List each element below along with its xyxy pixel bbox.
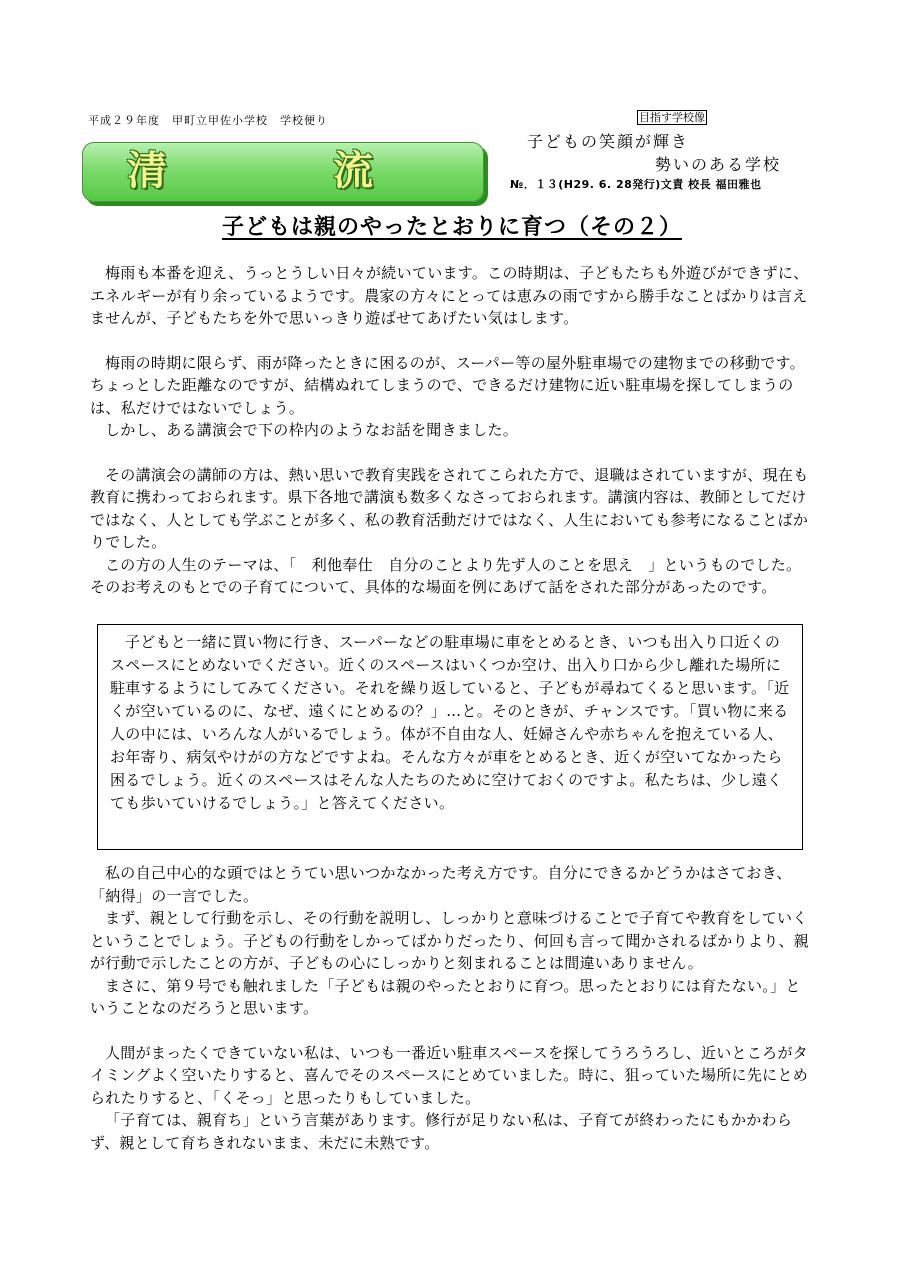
paragraph: 「子育ては、親育ち」という言葉があります。修行が足りない私は、子育てが終わったにもかかわらず、親として育ちきれないまま、未だに未熟です。 [90,1111,793,1152]
paragraph: この方の人生のテーマは、「 利他奉仕 自分のことより先ず人のことを思え 」というものでした。そのお考えのもとでの子育てについて、具体的な場面を例にあげて話をされた部分があったのです。 [90,555,802,596]
article-title: 子どもは親のやったとおりに育つ（その２） [221,215,682,240]
paragraph: その講演会の講師の方は、熱い思いで教育実践をされてこられた方で、退職はされていますが、現在も教育に携わっておられます。県下各地で講演も数多くなさっておられます。講演内容は、教師としてだけではなく、人としても学ぶことが多く、私の教育活動だけではなく、人生においても参考になることばかりでした。 [90,465,809,551]
paragraph: 人間がまったくできていない私は、いつも一番近い駐車スペースを探してうろうろし、近いところがタイミングよく空いたりすると、喜んでそのスペースにとめていました。時に、狙っていた場所に先にとめられたりすると、「くそっ」と思ったりもしていました。 [90,1043,809,1107]
paragraph: しかし、ある講演会で下の枠内のようなお話を聞きました。 [105,421,519,439]
banner-char-2: 流 [333,148,373,194]
motto-line-1: 子どもの笑顔が輝き [527,132,690,151]
banner-char-1: 清 [127,148,167,194]
paragraph: まず、親として行動を示し、その行動を説明し、しっかりと意味づけることで子育てや教育をしていくということでしょう。子どもの行動をしかってばかりだったり、何回も言って聞かされるばかりより、親が行動で示したことの方が、子どもの心にしっかりと刻まれることは間違いありません。 [90,909,810,972]
header-year-school: 平成２９年度 甲町立甲佐小学校 学校便り [88,114,328,127]
newsletter-banner [82,142,484,202]
issue-info: №．１３(H29. 6. 28発行)文責 校長 福田雅也 [510,178,762,191]
paragraph: 梅雨の時期に限らず、雨が降ったときに困るのが、スーパー等の屋外駐車場での建物までの移動です。ちょっとした距離なのですが、結構ぬれてしまうので、できるだけ建物に近い駐車場を探してしまうのは、私だけではないでしょう。 [90,353,805,417]
paragraph: 私の自己中心的な頭ではとうてい思いつかなかった考え方です。自分にできるかどうかはさておき、「納得」の一言でした。 [90,864,792,905]
motto-label: 目指す学校像 [639,111,705,124]
article-section-a [90,262,812,599]
motto-line-2: 勢いのある学校 [655,155,782,174]
article-title-wrap [0,210,904,241]
quoted-box [97,624,803,850]
article-section-b [90,862,812,1154]
paragraph: まさに、第９号でも触れました「子どもは親のやったとおりに育つ。思ったとおりには育たない。」ということなのだろうと思います。 [90,976,801,1017]
paragraph: 梅雨も本番を迎え、うっとうしい日々が続いています。この時期は、子どもたちも外遊びができずに、エネルギーが有り余っているようです。農家の方々にとっては恵みの雨ですから勝手なことばかりは言えませんが、子どもたちを外で思いっきり遊ばせてあげたい気はします。 [90,264,809,327]
quoted-text: 子どもと一緒に買い物に行き、スーパーなどの駐車場に車をとめるとき、いつも出入り口近くのスペースにとめないでください。近くのスペースはいくつか空け、出入り口から少し離れた場所に駐車するようにしてみてください。それを繰り返していると、子どもが尋ねてくると思います。「近くが空いているのに、なぜ、遠くにとめるの？」…と。そのときが、チャンスです。「買い物に来る人の中には、いろんな人がいるでしょう。体が不自由な人、妊婦さんや赤ちゃんを抱えている人、お年寄り、病気やけがの方などですよね。そんな方々が車をとめるとき、近くが空いてなかったら困るでしょう。近くのスペースはそんな人たちのために空けておくのですよ。私たちは、少し遠くても歩いていけるでしょう。」と答えてください。 [110,633,790,812]
